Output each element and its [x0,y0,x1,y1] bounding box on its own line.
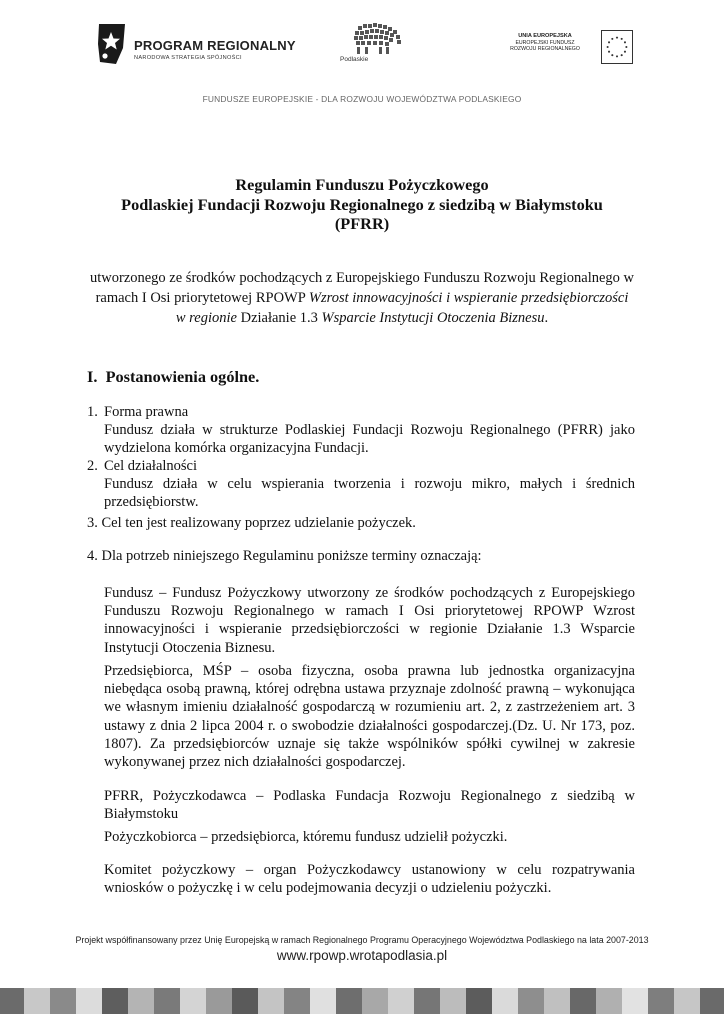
header-tagline: FUNDUSZE EUROPEJSKIE - DLA ROZWOJU WOJEWÓDZTWA PODLASKIEGO [202,94,522,104]
document-title [80,175,644,234]
program-regionalny-star-icon [96,22,128,66]
subtitle-line-3-end: . [544,310,549,326]
program-logo-subtitle: NARODOWA STRATEGIA SPÓJNOŚCI [134,55,242,61]
definition-pozyczkobiorca: Pożyczkobiorca – przedsiębiorca, któremu fundusz udzielił pożyczki. [104,829,508,845]
point-2-number: 2. [87,458,98,474]
program-regionalny-logo [96,22,296,72]
definition-przedsiebiorca: Przedsiębiorca, MŚP – osoba fizyczna, osoba prawna lub jednostka organizacyjna niebędąca osobą prawną, której odrębna ustawa przyznaje zdolność prawną – wykonująca we własnym imieniu działalność gospodarczą w rozumieniu art. 2, z zastrzeżeniem art. 3 ustawy z dnia 2 lipca 2004 r. o swobodzie działalności gospodarczej.(Dz. U. Nr 173, poz. 1807). Za przedsiębiorców uznaje się także wspólników spółki cywilnej w zakresie wykonywanej przez nich działalności gospodarczej. [104,663,635,771]
footer-url: www.rpowp.wrotapodlasia.pl [276,948,448,963]
bison-icon [352,22,404,56]
point-3-text: 3. Cel ten jest realizowany poprzez udzielanie pożyczek. [87,515,416,531]
footer-cofinancing-note: Projekt współfinansowany przez Unię Europejską w ramach Regionalnego Programu Operacyjnego Województwa Podlaskiego na lata 2007-2013 [75,935,649,945]
section-title: Postanowienia ogólne. [105,367,260,386]
section-heading [87,367,259,387]
definition-pfrr: PFRR, Pożyczkodawca – Podlaska Fundacja Rozwoju Regionalnego z siedzibą w Białymstoku [104,788,635,823]
title-line-2: Podlaskiej Fundacji Rozwoju Regionalnego z siedzibą w Białymstoku [121,194,603,214]
eu-logo-line1: UNIA EUROPEJSKA [518,33,572,39]
subtitle-line-2-plain: ramach I Osi priorytetowej RPOWP [95,290,309,306]
podlaskie-logo-label: Podlaskie [340,56,369,63]
point-1-heading: Forma prawna [104,404,189,420]
eu-logo [480,30,630,66]
decorative-gray-strip [0,988,724,1014]
subtitle-line-3-italic-b: Wsparcie Instytucji Otoczenia Biznesu [321,310,545,326]
program-logo-title: PROGRAM REGIONALNY [134,38,296,53]
definition-fundusz: Fundusz – Fundusz Pożyczkowy utworzony ze środków pochodzących z Europejskiego Funduszu Rozwoju Regionalnego w ramach I Osi priorytetowej RPOWP Wzrost innowacyjności i wspieranie przedsiębiorczości w regionie Działanie 1.3 Wsparcie Instytucji Otoczenia Biznesu. [104,585,635,656]
point-1-number: 1. [87,404,98,420]
podlaskie-logo [330,22,410,64]
title-line-1: Regulamin Funduszu Pożyczkowego [235,175,489,194]
eu-flag-icon [601,30,633,64]
section-number: I. [87,367,98,386]
point-2-text: Fundusz działa w celu wspierania tworzenia i rozwoju mikro, małych i średnich przedsiębiorstw. [104,476,635,511]
eu-logo-line2: EUROPEJSKI FUNDUSZ [515,39,575,46]
point-1-text: Fundusz działa w strukturze Podlaskiej Fundacji Rozwoju Regionalnego (PFRR) jako wydzielona komórka organizacyjna Fundacji. [104,422,635,457]
point-4-text: 4. Dla potrzeb niniejszego Regulaminu poniższe terminy oznaczają: [87,548,482,564]
title-line-3: (PFRR) [334,214,390,233]
subtitle-line-1: utworzonego ze środków pochodzących z Europejskiego Funduszu Rozwoju Regionalnego w [89,270,635,286]
eu-logo-line3: ROZWOJU REGIONALNEGO [510,46,580,53]
subtitle-line-3-italic-a: w regionie [175,310,237,326]
definition-komitet: Komitet pożyczkowy – organ Pożyczkodawcy ustanowiony w celu rozpatrywania wniosków o pożyczkę i w celu podejmowania decyzji o udzieleniu pożyczki. [104,862,635,897]
point-2-heading: Cel działalności [104,458,198,474]
subtitle-line-3-plain: Działanie 1.3 [236,310,322,326]
subtitle-line-2-italic: Wzrost innowacyjności i wspieranie przedsiębiorczości [308,290,629,306]
subtitle-line-2 [80,288,644,308]
subtitle-line-3 [80,308,644,328]
document-subtitle [80,268,644,328]
